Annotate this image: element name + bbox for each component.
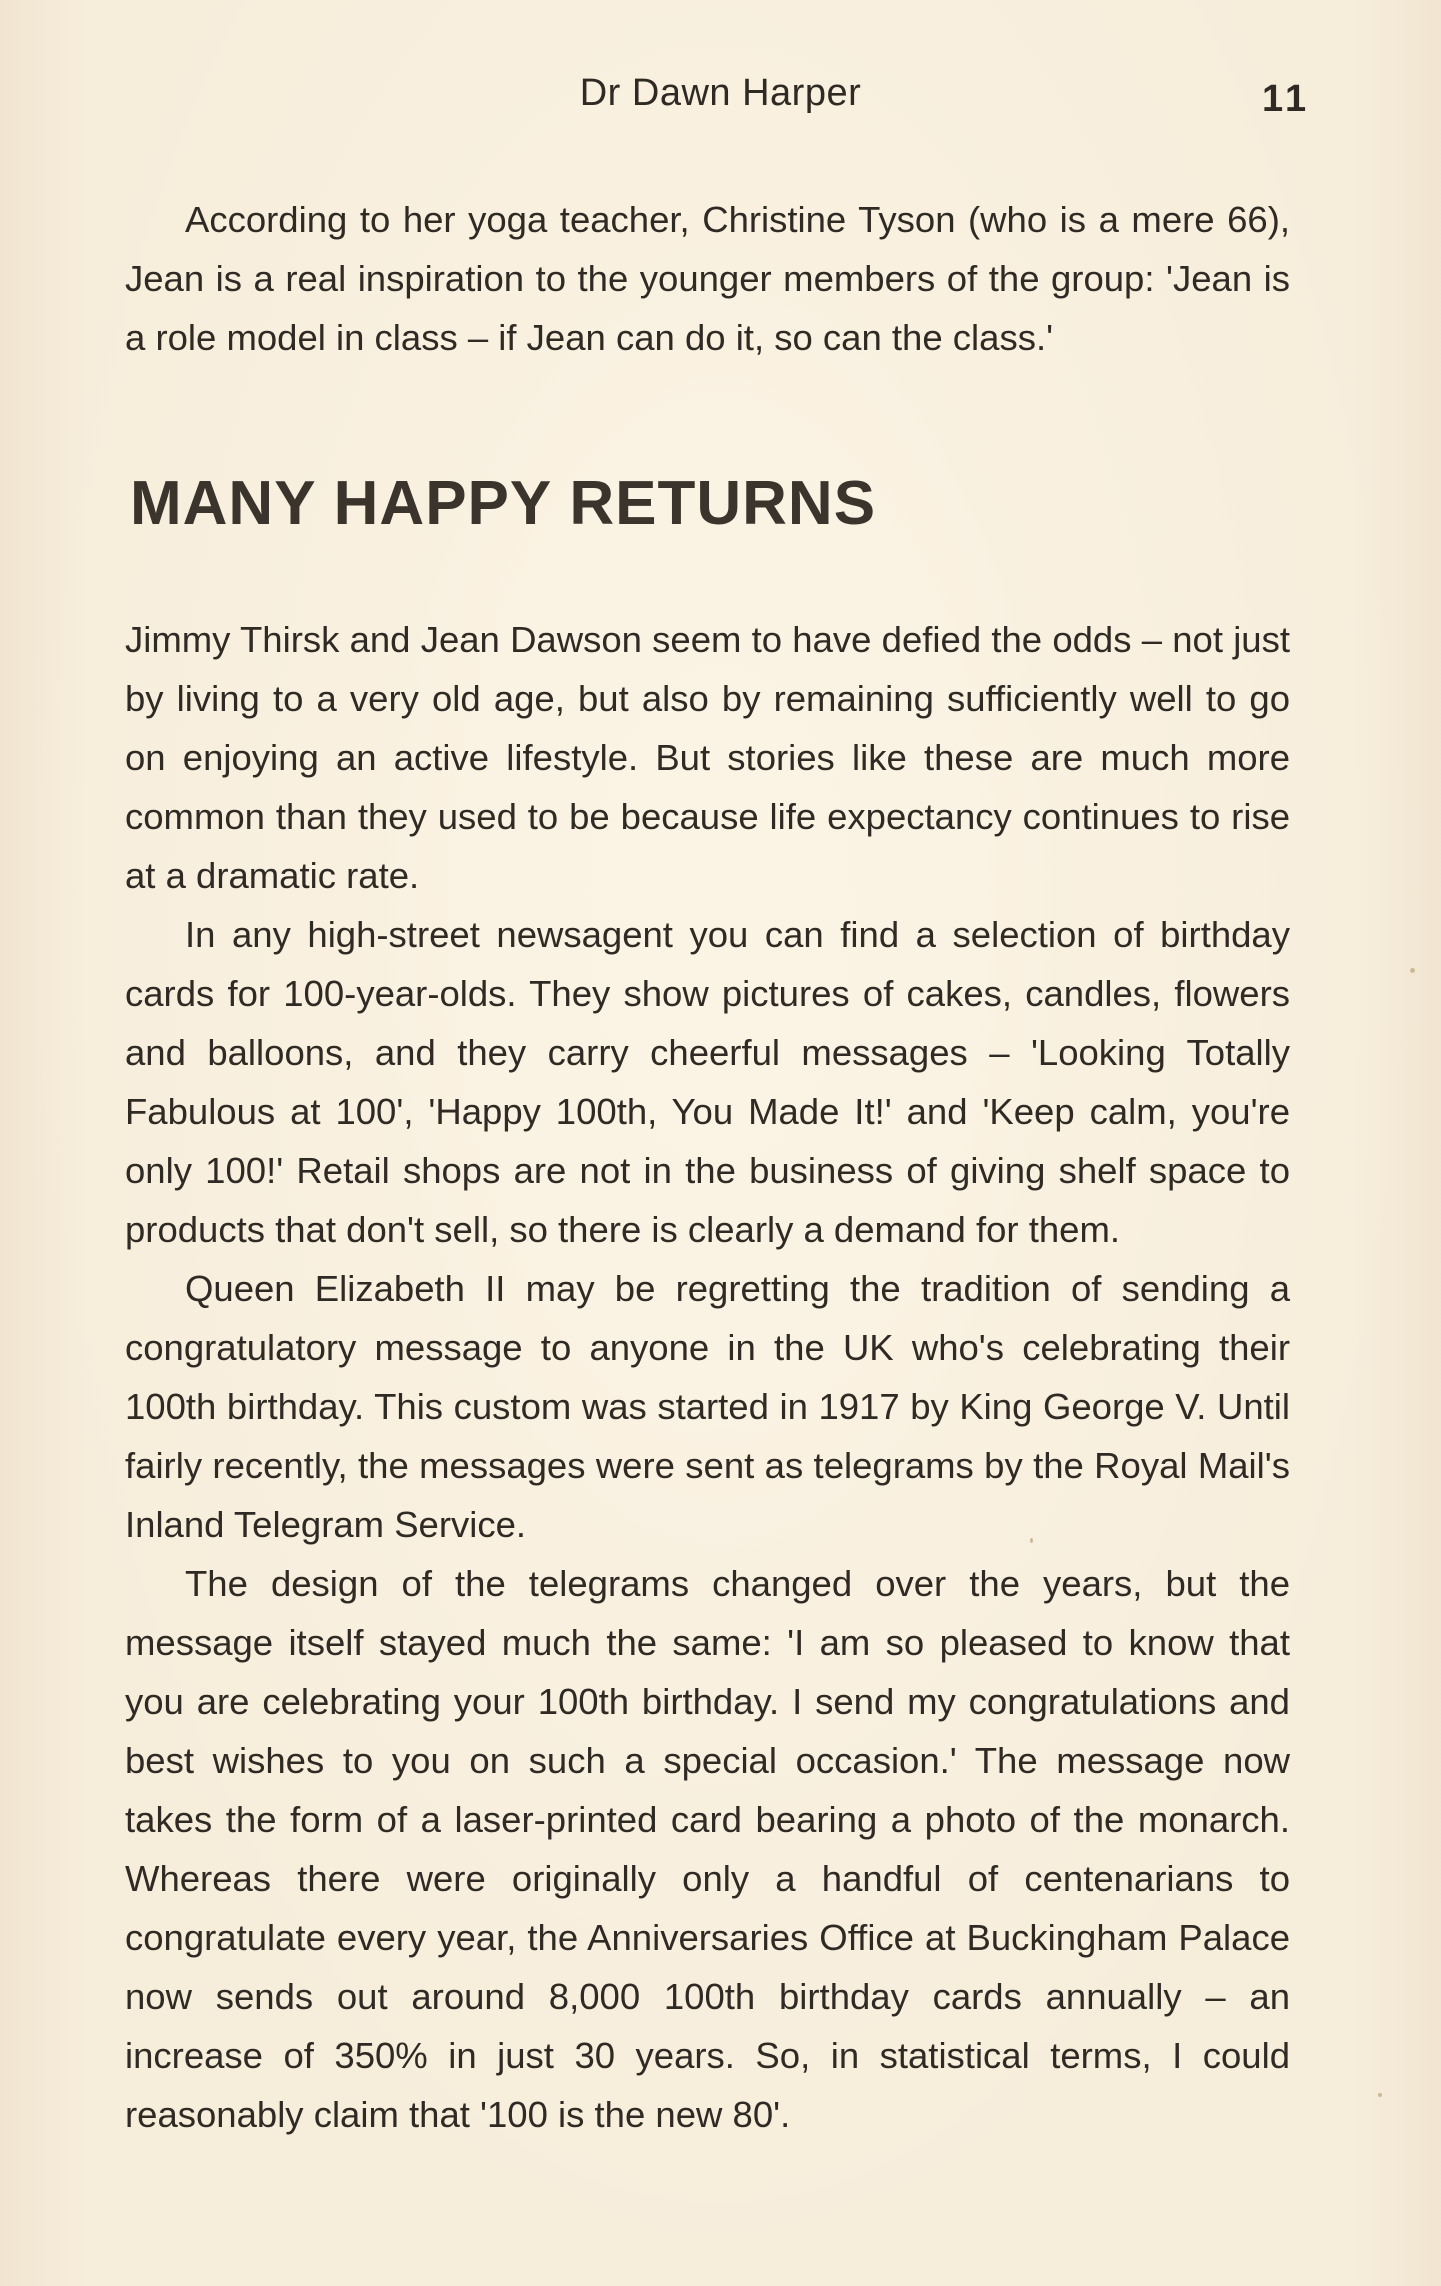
body-paragraph-2: In any high-street newsagent you can find a selection of birthday cards for 100-year-olds. They show pictures of cakes, candles, flowers and balloons, and they carry cheerful messages – 'Looking Totally Fabulous at 100', 'Happy 100th, You Made It!' and 'Keep calm, you're only 100!' Retail shops are not in the business of giving shelf space to products that don't sell, so there is clearly a demand for them. xyxy=(125,914,1290,1250)
body-paragraph-3: Queen Elizabeth II may be regretting the tradition of sending a congratulatory message to anyone in the UK who's celebrating their 100th birthday. This custom was started in 1917 by King George V. Until fairly recently, the messages were sent as telegrams by the Royal Mail's Inland Telegram Service. xyxy=(125,1268,1290,1545)
intro-text xyxy=(125,190,1290,367)
section-heading: MANY HAPPY RETURNS xyxy=(130,469,877,538)
paper-speck xyxy=(1030,1538,1033,1543)
running-head: Dr Dawn Harper xyxy=(579,72,862,114)
section-body xyxy=(125,610,1290,2144)
body-paragraph-4: The design of the telegrams changed over the years, but the message itself stayed much the same: 'I am so pleased to know that you are celebrating your 100th birthday. I send my congratulations and best wishes to you on such a special occasion.' The message now takes the form of a laser-printed card bearing a photo of the monarch. Whereas there were originally only a handful of centenarians to congratulate every year, the Anniversaries Office at Buckingham Palace now sends out around 8,000 100th birthday cards annually – an increase of 350% in just 30 years. So, in statistical terms, I could reasonably claim that '100 is the new 80'. xyxy=(125,1563,1290,2135)
page-number: 11 xyxy=(1262,78,1311,120)
paper-speck xyxy=(1410,968,1415,973)
intro-paragraph: According to her yoga teacher, Christine Tyson (who is a mere 66), Jean is a real inspiration to the younger members of the group: 'Jean is a role model in class – if Jean can do it, so can the class.' xyxy=(125,199,1290,358)
paper-speck xyxy=(1378,2093,1382,2097)
body-paragraph-1: Jimmy Thirsk and Jean Dawson seem to have defied the odds – not just by living to a very old age, but also by remaining sufficiently well to go on enjoying an active lifestyle. But stories like these are much more common than they used to be because life expectancy continues to rise at a dramatic rate. xyxy=(125,619,1290,896)
